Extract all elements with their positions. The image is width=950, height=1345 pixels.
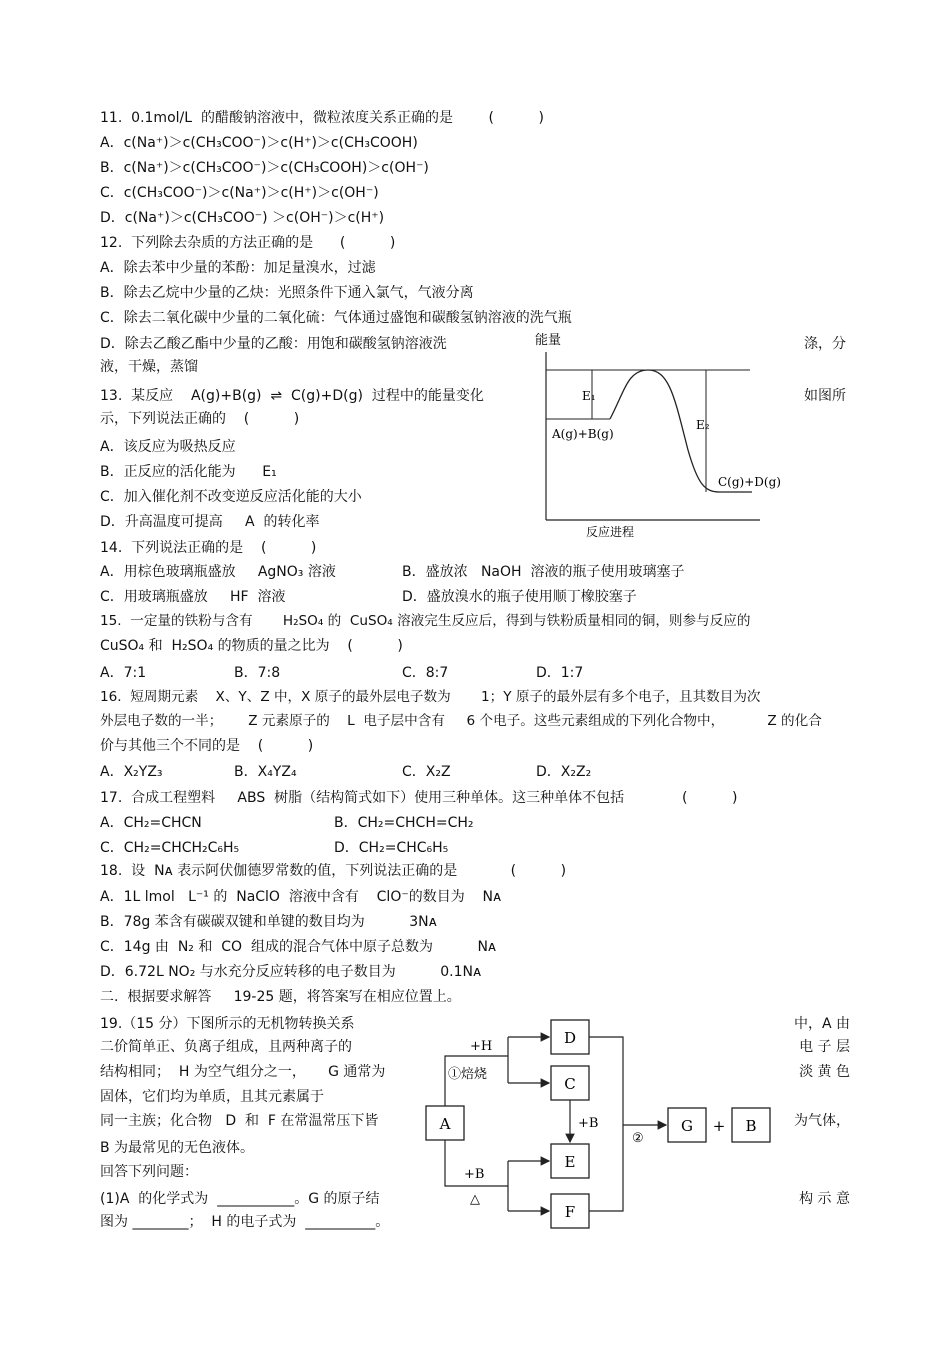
q12-option-d-right: 涤，分 — [804, 336, 846, 352]
reaction-progress-label: 反应进程 — [586, 525, 635, 539]
energy-curve — [610, 370, 752, 492]
q13-option-c: C．加入催化剂不改变逆反应活化能的大小 — [100, 489, 362, 505]
label-c: C — [564, 1075, 576, 1093]
label-delta: △ — [470, 1192, 480, 1207]
q19-line-4: 固体，它们均为单质，且其元素属于 — [100, 1089, 324, 1105]
q16-line-3: 价与其他三个不同的是 ( ) — [100, 738, 314, 754]
q15-option-b: B．7:8 — [234, 665, 281, 681]
plus-sign: + — [712, 1117, 726, 1135]
label-e: E — [564, 1153, 576, 1171]
q13-stem-cont: 示，下列说法正确的 ( ) — [100, 411, 300, 427]
label-b: B — [745, 1117, 757, 1135]
q16-option-a: A．X₂YZ₃ — [100, 764, 163, 780]
q19-line-6: B 为最常见的无色液体。 — [100, 1140, 255, 1156]
label-g: G — [681, 1117, 693, 1135]
q14-option-d: D．盛放溴水的瓶子使用顺丁橡胶塞子 — [402, 589, 637, 605]
q15-option-d: D．1:7 — [536, 665, 584, 681]
e1-label: E₁ — [582, 389, 596, 403]
q15-option-c: C．8:7 — [402, 665, 449, 681]
q14-option-a: A．用棕色玻璃瓶盛放 AgNO₃ 溶液 — [100, 564, 336, 580]
q19-line-1-right: 中，A 由 — [793, 1016, 850, 1032]
q19-line-1: 19.（15 分）下图所示的无机物转换关系 — [100, 1016, 355, 1032]
q18-stem: 18. 设 Nᴀ 表示阿伏伽德罗常数的值，下列说法正确的是 ( ) — [100, 863, 567, 879]
e2-label: E₂ — [696, 418, 710, 432]
label-plus-b-1: +B — [578, 1116, 599, 1131]
label-plus-b-2: +B — [464, 1167, 485, 1182]
q16-option-b: B．X₄YZ₄ — [234, 764, 297, 780]
q17-option-a: A．CH₂=CHCN — [100, 815, 202, 831]
q13-option-a: A．该反应为吸热反应 — [100, 439, 236, 455]
q19-line-8-right: 构 示 意 — [799, 1191, 850, 1207]
q12-option-d-cont: 液，干燥，蒸馏 — [100, 359, 198, 375]
q17-option-c: C．CH₂=CHCH₂C₆H₅ — [100, 840, 240, 856]
q16-line-1: 16. 短周期元素 X、Y、Z 中，X 原子的最外层电子数为 1；Y 原子的最外层有多个电子，且其数目为次 — [100, 689, 761, 705]
q11-option-c: C．c(CH₃COO⁻)＞c(Na⁺)＞c(H⁺)＞c(OH⁻) — [100, 185, 379, 201]
energy-axis-label: 能量 — [535, 333, 562, 348]
label-roast: ①焙烧 — [448, 1067, 488, 1082]
q13-stem: 13. 某反应 A(g)+B(g) ⇌ C(g)+D(g) 过程中的能量变化 — [100, 388, 484, 404]
q14-option-b: B．盛放浓 NaOH 溶液的瓶子使用玻璃塞子 — [402, 564, 685, 580]
q13-option-b: B．正反应的活化能为 E₁ — [100, 464, 277, 480]
products-label: C(g)+D(g) — [718, 475, 781, 489]
reactants-label: A(g)+B(g) — [552, 427, 614, 441]
label-d: D — [563, 1029, 577, 1047]
q12-stem: 12. 下列除去杂质的方法正确的是 ( ) — [100, 235, 396, 251]
q17-option-d: D．CH₂=CHC₆H₅ — [334, 840, 449, 856]
q12-option-d: D．除去乙酸乙酯中少量的乙酸：用饱和碳酸氢钠溶液洗 — [100, 336, 447, 352]
q19-line-9: 图为 ________； H 的电子式为 __________。 — [100, 1214, 390, 1230]
q12-option-a: A．除去苯中少量的苯酚：加足量溴水，过滤 — [100, 260, 376, 276]
q15-option-a: A．7:1 — [100, 665, 147, 681]
q17-option-b: B．CH₂=CHCH=CH₂ — [334, 815, 474, 831]
label-step-2: ② — [632, 1131, 644, 1146]
q15-stem: 15. 一定量的铁粉与含有 H₂SO₄ 的 CuSO₄ 溶液完生反应后，得到与铁粉质量相同的铜，则参与反应的 — [100, 613, 751, 629]
q19-line-3-right: 淡 黄 色 — [799, 1064, 850, 1080]
q14-option-c: C．用玻璃瓶盛放 HF 溶液 — [100, 589, 286, 605]
q16-line-2: 外层电子数的一半； Z 元素原子的 L 电子层中含有 6 个电子。这些元素组成的下列化合物中， Z 的化合 — [100, 713, 822, 729]
label-plus-h: +H — [470, 1039, 493, 1054]
q18-option-c: C．14g 由 N₂ 和 CO 组成的混合气体中原子总数为 Nᴀ — [100, 939, 497, 955]
q19-line-7: 回答下列问题： — [100, 1164, 198, 1180]
q11-option-d: D．c(Na⁺)＞c(CH₃COO⁻) ＞c(OH⁻)＞c(H⁺) — [100, 210, 385, 226]
q19-line-3: 结构相同； H 为空气组分之一， G 通常为 — [100, 1064, 386, 1080]
q18-option-d: D．6.72L NO₂ 与水充分反应转移的电子数目为 0.1Nᴀ — [100, 964, 482, 980]
q15-stem-2: CuSO₄ 和 H₂SO₄ 的物质的量之比为 ( ) — [100, 638, 403, 654]
q12-option-b: B．除去乙烷中少量的乙炔：光照条件下通入氯气，气液分离 — [100, 285, 474, 301]
q11-stem: 11. 0.1mol/L 的醋酸钠溶液中，微粒浓度关系正确的是 ( ) — [100, 110, 544, 126]
q13-option-d: D．升高温度可提高 A 的转化率 — [100, 514, 320, 530]
q13-stem-right: 如图所 — [804, 388, 846, 404]
q18-option-a: A．1L lmol L⁻¹ 的 NaClO 溶液中含有 ClO⁻的数目为 Nᴀ — [100, 889, 502, 905]
energy-diagram — [520, 330, 790, 545]
q16-option-d: D．X₂Z₂ — [536, 764, 592, 780]
q18-option-b: B．78g 苯含有碳碳双键和单键的数目均为 3Nᴀ — [100, 914, 437, 930]
q19-line-5-right: 为气体， — [794, 1113, 850, 1129]
section-two-heading: 二. 根据要求解答 19-25 题，将答案写在相应位置上。 — [100, 989, 461, 1005]
q12-option-c: C．除去二氧化碳中少量的二氧化硫：气体通过盛饱和碳酸氢钠溶液的洗气瓶 — [100, 310, 572, 326]
q11-option-b: B．c(Na⁺)＞c(CH₃COO⁻)＞c(CH₃COOH)＞c(OH⁻) — [100, 160, 429, 176]
q19-line-2-right: 电 子 层 — [799, 1039, 850, 1055]
q19-line-2: 二价简单正、负离子组成，且两种离子的 — [100, 1039, 352, 1055]
conversion-diagram — [418, 1010, 788, 1235]
q19-line-5: 同一主族；化合物 D 和 F 在常温常压下皆 — [100, 1113, 379, 1129]
label-f: F — [564, 1203, 576, 1221]
label-a: A — [439, 1115, 451, 1133]
q17-stem: 17. 合成工程塑料 ABS 树脂（结构简式如下）使用三种单体。这三种单体不包括 ( ) — [100, 790, 738, 806]
q14-stem: 14. 下列说法正确的是 ( ) — [100, 540, 317, 556]
q11-option-a: A．c(Na⁺)＞c(CH₃COO⁻)＞c(H⁺)＞c(CH₃COOH) — [100, 135, 418, 151]
q16-option-c: C．X₂Z — [402, 764, 451, 780]
q19-line-8: (1)A 的化学式为 ___________。G 的原子结 — [100, 1191, 380, 1207]
